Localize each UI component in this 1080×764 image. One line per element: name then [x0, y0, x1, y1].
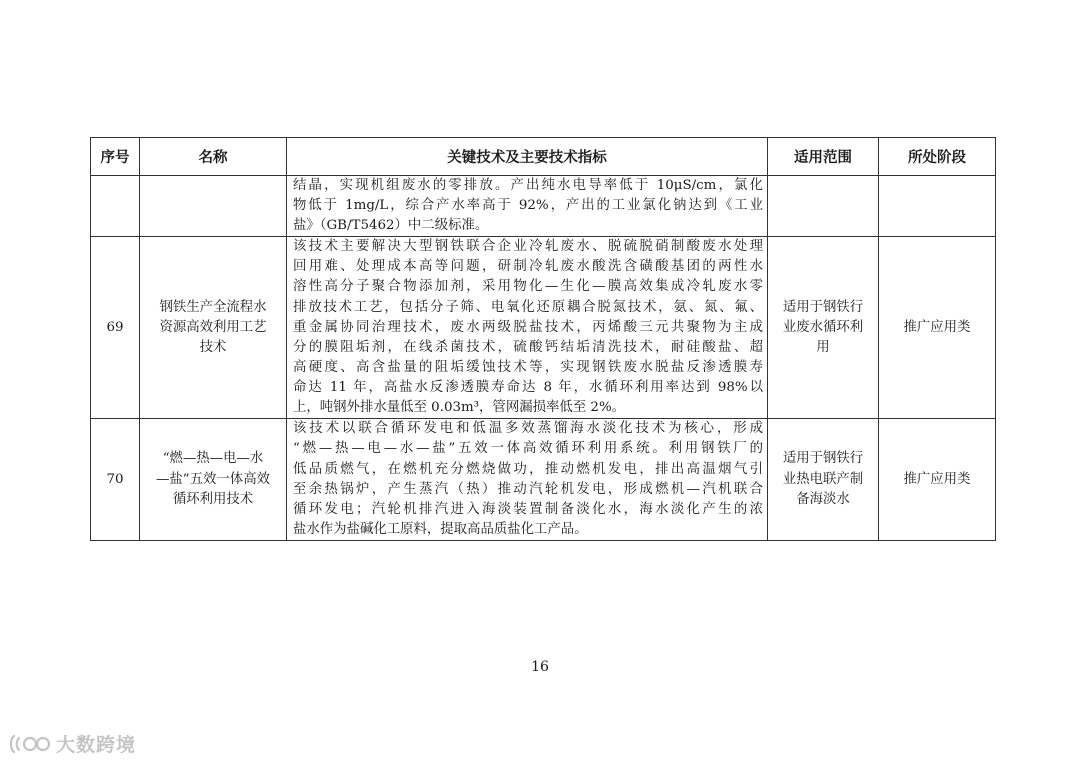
- scope-line: 适用于钢铁行: [782, 299, 864, 315]
- cell-name: [140, 237, 287, 419]
- cell-stage: [879, 176, 996, 237]
- cell-name: [140, 419, 287, 541]
- scope-line: 业热电联产制: [782, 471, 864, 487]
- header-scope: 适用范围: [768, 138, 879, 176]
- page-number: 16: [531, 659, 549, 675]
- text-line: 该技术主要解决大型钢铁联合企业冷轧废水、脱硫脱硝制酸废水处理: [293, 239, 763, 255]
- table-header-row: [91, 138, 996, 176]
- table-row: [91, 419, 996, 541]
- text-line: 高硬度、高含盐量的阻垢缓蚀技术等，实现钢铁废水脱盐反渗透膜寿: [293, 359, 763, 375]
- text-line: “燃—热—电—水—盐”五效一体高效循环利用系统。利用钢铁厂的: [293, 441, 763, 457]
- table-row-continuation: [91, 176, 996, 237]
- text-line: 至余热锅炉，产生蒸汽（热）推动汽轮机发电，形成燃机—汽机联合: [293, 481, 763, 497]
- name-line: “燃—热—电—水: [162, 451, 264, 467]
- cell-scope: [768, 176, 879, 237]
- scope-line: 用: [816, 339, 830, 355]
- name-line: 资源高效利用工艺: [159, 319, 267, 335]
- text-line: 循环发电；汽轮机排汽进入海淡装置制备淡化水，海水淡化产生的浓: [293, 501, 763, 517]
- text-line: 重金属协同治理技术，废水两级脱盐技术，丙烯酸三元共聚物为主成: [293, 319, 763, 335]
- scope-line: 备海淡水: [796, 491, 850, 507]
- header-key-technology: 关键技术及主要技术指标: [287, 138, 768, 176]
- header-name: 名称: [140, 138, 287, 176]
- table-row: [91, 237, 996, 419]
- name-line: 技术: [199, 339, 227, 355]
- watermark-text: 大数跨境: [56, 734, 137, 756]
- text-line: 低品质燃气，在燃机充分燃烧做功，推动燃机发电，排出高温烟气引: [293, 461, 763, 477]
- cell-serial-no: 69: [91, 237, 140, 419]
- text-line: 盐水作为盐碱化工原料，提取高品质盐化工产品。: [293, 521, 588, 537]
- name-line: —盐”五效一体高效: [156, 471, 270, 487]
- cell-key-technology: [287, 419, 768, 541]
- cell-name: [140, 176, 287, 237]
- header-stage: 所处阶段: [879, 138, 996, 176]
- cell-key-technology: [287, 176, 768, 237]
- scope-line: 业废水循环利: [782, 319, 864, 335]
- text-line: 盐》（GB/T5462）中二级标准。: [293, 218, 489, 234]
- cell-serial-no: 70: [91, 419, 140, 541]
- cell-scope: [768, 419, 879, 541]
- text-line: 回用难、处理成本高等问题，研制冷轧废水酸洗含磺酸基团的两性水: [293, 259, 763, 275]
- text-line: 物低于 1mg/L，综合产水率高于 92%，产出的工业氯化钠达到《工业: [293, 198, 763, 214]
- text-line: 溶性高分子聚合物添加剂，采用物化—生化—膜高效集成冷轧废水零: [293, 279, 763, 295]
- cell-scope: [768, 237, 879, 419]
- text-line: 分的膜阻垢剂，在线杀菌技术，硫酸钙结垢清洗技术，耐硅酸盐、超: [293, 339, 763, 355]
- text-line: 上，吨钢外排水量低至 0.03m³，管网漏损率低至 2%。: [293, 400, 626, 416]
- text-line: 排放技术工艺，包括分子筛、电氧化还原耦合脱氮技术，氨、氮、氟、: [293, 299, 763, 315]
- cell-stage: 推广应用类: [879, 419, 996, 541]
- header-serial-no: 序号: [91, 138, 140, 176]
- text-line: 命达 11 年，高盐水反渗透膜寿命达 8 年，水循环利用率达到 98%以: [293, 379, 763, 395]
- technology-table: [90, 137, 996, 541]
- cell-stage: 推广应用类: [879, 237, 996, 419]
- brand-logo-icon: [8, 733, 52, 755]
- name-line: 钢铁生产全流程水: [159, 299, 267, 315]
- text-line: 该技术以联合循环发电和低温多效蒸馏海水淡化技术为核心，形成: [293, 421, 763, 437]
- cell-serial-no: [91, 176, 140, 237]
- scope-line: 适用于钢铁行: [782, 451, 864, 467]
- text-line: 结晶，实现机组废水的零排放。产出纯水电导率低于 10μS/cm，氯化: [293, 178, 763, 193]
- name-line: 循环利用技术: [172, 491, 254, 507]
- watermark: [8, 730, 136, 757]
- cell-key-technology: [287, 237, 768, 419]
